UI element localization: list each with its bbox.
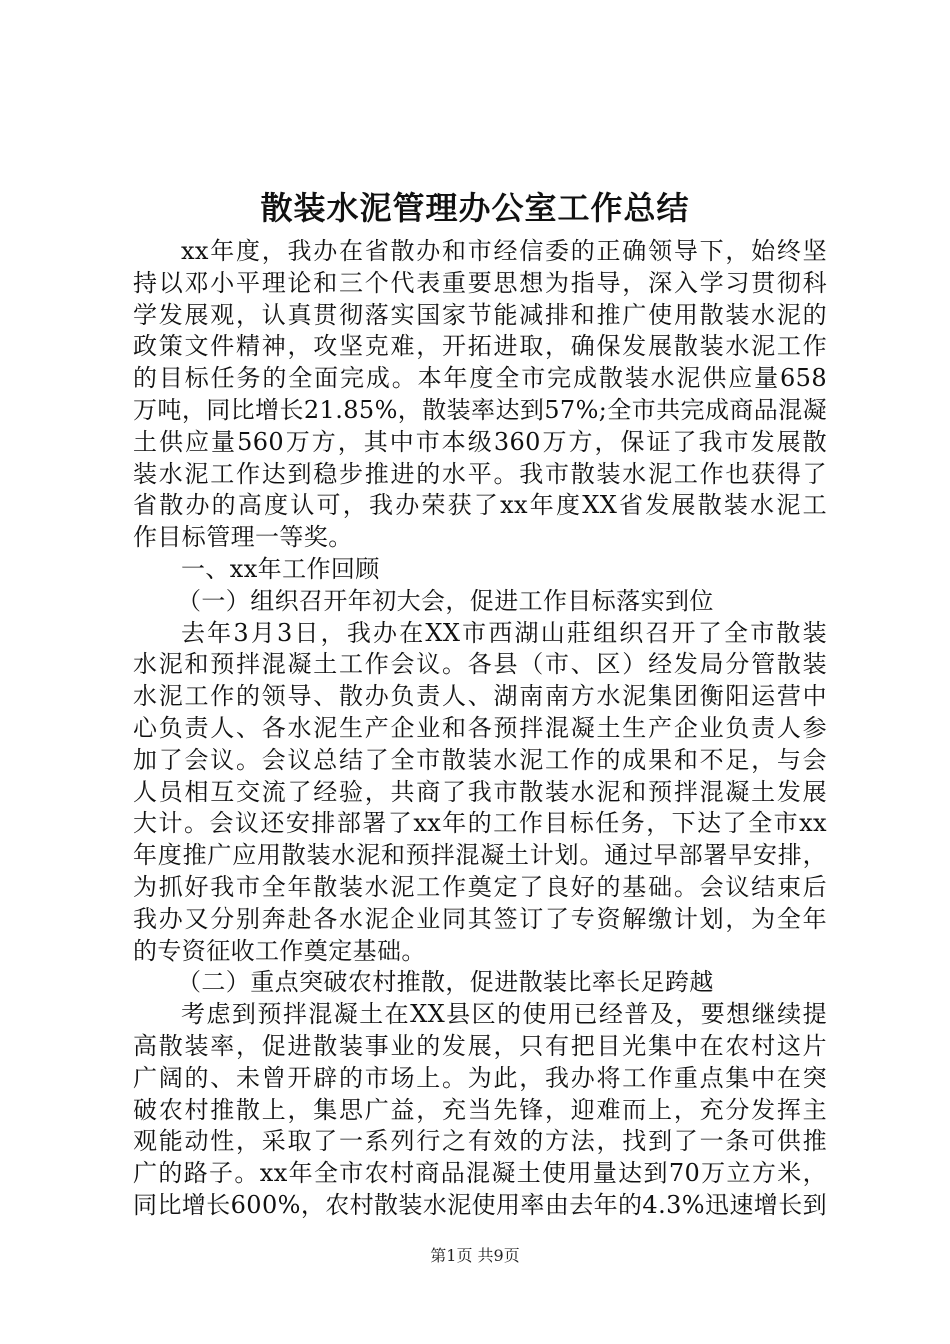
paragraph-line: 观能动性，采取了一系列行之有效的方法，找到了一条可供推 (133, 1127, 827, 1156)
paragraph-line: 的专资征收工作奠定基础。 (133, 936, 426, 965)
paragraph-line: 土供应量560万方，其中市本级360万方，保证了我市发展散 (133, 427, 827, 456)
paragraph-line: 为抓好我市全年散装水泥工作奠定了良好的基础。会议结束后 (133, 872, 827, 901)
paragraph-line: 的目标任务的全面完成。本年度全市完成散装水泥供应量658 (133, 364, 827, 393)
paragraph-line: 高散装率，促进散装事业的发展，只有把目光集中在农村这片 (133, 1031, 827, 1060)
paragraph-line: 考虑到预拌混凝土在XX县区的使用已经普及，要想继续提 (181, 1000, 827, 1029)
page-number-footer: 第1页 共9页 (430, 1246, 520, 1265)
paragraph-line: 加了会议。会议总结了全市散装水泥工作的成果和不足，与会 (133, 745, 827, 774)
paragraph-line: xx年度，我办在省散办和市经信委的正确领导下，始终坚 (181, 237, 827, 265)
section-heading: 一、xx年工作回顾 (181, 554, 380, 583)
document-body (133, 236, 827, 1222)
paragraph-line: 人员相互交流了经验，共商了我市散装水泥和预拌混凝土发展 (133, 777, 827, 806)
paragraph-line: 万吨，同比增长21.85%，散装率达到57%;全市共完成商品混凝 (133, 395, 827, 424)
paragraph-line: 水泥和预拌混凝土工作会议。各县（市、区）经发局分管散装 (133, 650, 827, 679)
paragraph-line: 广阔的、未曾开辟的市场上。为此，我办将工作重点集中在突 (133, 1063, 827, 1092)
paragraph-line: 政策文件精神，攻坚克难，开拓进取，确保发展散装水泥工作 (133, 332, 827, 361)
paragraph-line: 装水泥工作达到稳步推进的水平。我市散装水泥工作也获得了 (133, 459, 827, 488)
subsection-heading: （一）组织召开年初大会，促进工作目标落实到位 (177, 586, 714, 615)
paragraph-line: 心负责人、各水泥生产企业和各预拌混凝土生产企业负责人参 (133, 713, 827, 742)
paragraph-line: 去年3月3日，我办在XX市西湖山莊组织召开了全市散装 (181, 618, 827, 647)
paragraph-line: 我办又分别奔赴各水泥企业同其签订了专资解缴计划，为全年 (133, 904, 827, 933)
paragraph-line: 年度推广应用散装水泥和预拌混凝土计划。通过早部署早安排， (133, 841, 827, 870)
paragraph-line: 作目标管理一等奖。 (133, 523, 353, 552)
document-title: 散装水泥管理办公室工作总结 (260, 189, 690, 227)
subsection-heading: （二）重点突破农村推散，促进散装比率长足跨越 (177, 968, 714, 997)
paragraph-line: 省散办的高度认可，我办荣获了xx年度XX省发展散装水泥工 (133, 491, 827, 520)
paragraph-line: 广的路子。xx年全市农村商品混凝土使用量达到70万立方米， (133, 1159, 827, 1188)
paragraph-line: 学发展观，认真贯彻落实国家节能减排和推广使用散装水泥的 (133, 300, 827, 329)
paragraph-line: 持以邓小平理论和三个代表重要思想为指导，深入学习贯彻科 (133, 268, 827, 297)
paragraph-line: 破农村推散上，集思广益，充当先锋，迎难而上，充分发挥主 (133, 1095, 827, 1124)
paragraph-line: 水泥工作的领导、散办负责人、湖南南方水泥集团衡阳运营中 (133, 682, 827, 711)
paragraph-line: 大计。会议还安排部署了xx年的工作目标任务，下达了全市xx (133, 809, 827, 838)
paragraph-line: 同比增长600%，农村散装水泥使用率由去年的4.3%迅速增长到 (133, 1190, 827, 1219)
